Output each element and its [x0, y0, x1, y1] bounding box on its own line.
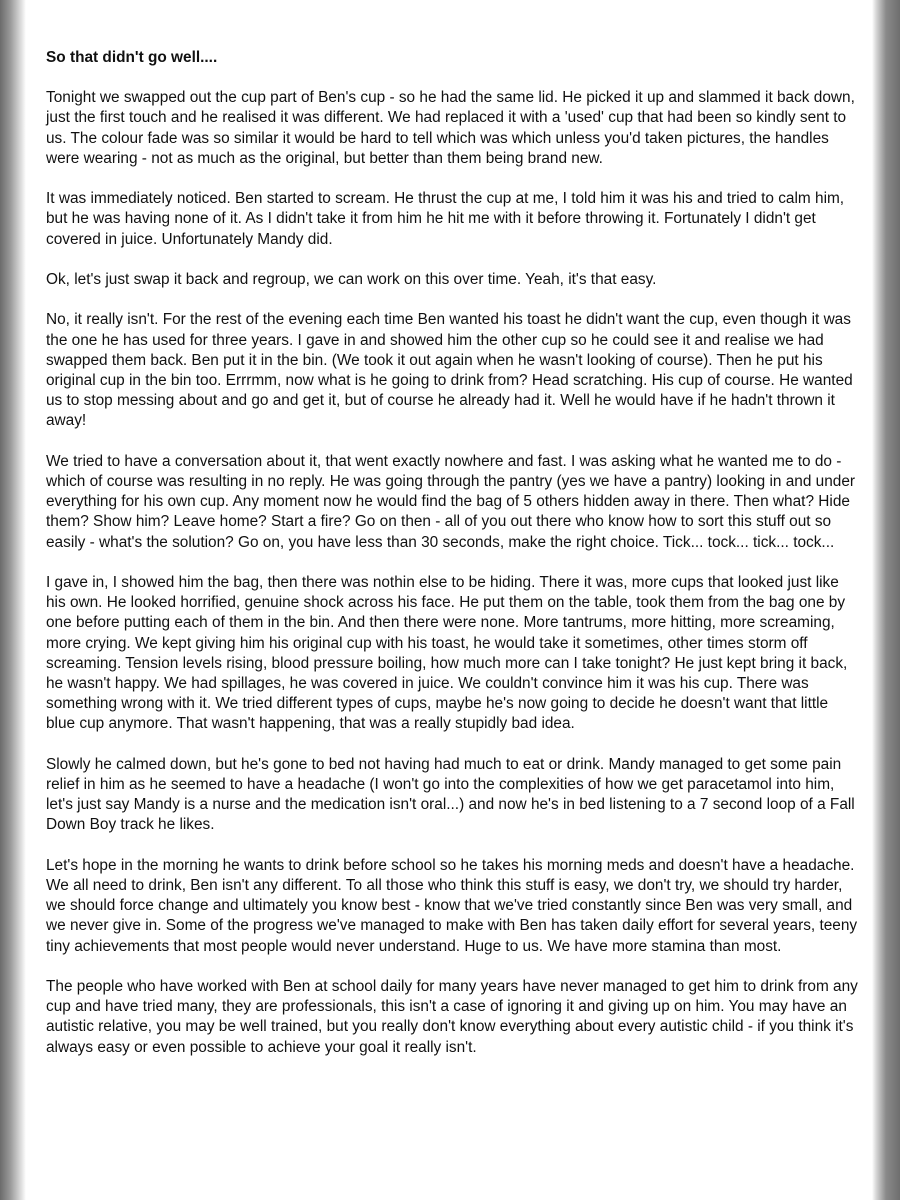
paragraph-5: We tried to have a conversation about it, that went exactly nowhere and fast. I was asking what he wanted me to do - which of course was resulting in no reply. He was going through the pantry (yes we have a pantry) looking in and under everything for his own cup. Any moment now he would find the bag of 5 others hidden away in there. Then what? Hide them? Show him? Leave home? Start a fire? Go on then - all of you out there who know how to sort this stuff out so easily - what's the solution? Go on, you have less than 30 seconds, make the right choice. Tick... tock... tick... tock...	[46, 452, 856, 551]
left-page-edge	[0, 0, 26, 1200]
paragraph-4: No, it really isn't. For the rest of the evening each time Ben wanted his toast he didn't want the cup, even though it was the one he has used for three years. I gave in and showed him the other cup so he could see it and realise we had swapped them back. Ben put it in the bin. (We took it out again when he wasn't looking of course). Then he put his original cup in the bin too. Errrmm, now what is he going to drink from? Head scratching. His cup of course. He wanted us to stop messing about and go and get it, but of course he already had it. Well he would have if he hadn't thrown it away!	[46, 311, 853, 430]
document-title: So that didn't go well....	[46, 49, 218, 66]
right-page-edge	[872, 0, 900, 1200]
paragraph-7: Slowly he calmed down, but he's gone to bed not having had much to eat or drink. Mandy managed to get some pain relief in him as he seemed to have a headache (I won't go into the complexities of how we get paracetamol into him, let's just say Mandy is a nurse and the medication isn't oral...) and now he's in bed listening to a 7 second loop of a Fall Down Boy track he likes.	[46, 755, 855, 834]
document-body	[46, 48, 858, 1078]
paragraph-6: I gave in, I showed him the bag, then there was nothin else to be hiding. There it was, more cups that looked just like his own. He looked horrified, genuine shock across his face. He put them on the table, took them from the bag one by one before putting each of them in the bin. And then there were none. More tantrums, more hitting, more screaming, more crying. We kept giving him his original cup with his toast, he would take it sometimes, other times storm off screaming. Tension levels rising, blood pressure boiling, how much more can I take tonight? He just kept bring it back, he wasn't happy. We had spillages, he was covered in juice. We couldn't convince him it was his cup. There was something wrong with it. We tried different types of cups, maybe he's now going to decide he doesn't want that little blue cup anymore. That wasn't happening, that was a really stupidly bad idea.	[46, 574, 848, 733]
paragraph-9: The people who have worked with Ben at school daily for many years have never managed to get him to drink from any cup and have tried many, they are professionals, this isn't a case of ignoring it and giving up on him. You may have an autistic relative, you may be well trained, but you really don't know everything about every autistic child - if you think it's always easy or even possible to achieve your goal it really isn't.	[46, 978, 858, 1056]
paragraph-3: Ok, let's just swap it back and regroup, we can work on this over time. Yeah, it's that easy.	[46, 271, 657, 288]
paragraph-8: Let's hope in the morning he wants to drink before school so he takes his morning meds and doesn't have a headache. We all need to drink, Ben isn't any different. To all those who think this stuff is easy, we don't try, we should try harder, we should force change and ultimately you know best - know that we've tried constantly since Ben was very small, and we never give in. Some of the progress we've managed to make with Ben has taken daily effort for several years, teeny tiny achievements that most people would never understand. Huge to us. We have more stamina than most.	[46, 856, 858, 955]
paragraph-2: It was immediately noticed. Ben started to scream. He thrust the cup at me, I told him it was his and tried to calm him, but he was having none of it. As I didn't take it from him he hit me with it before throwing it. Fortunately I didn't get covered in juice. Unfortunately Mandy did.	[46, 190, 845, 248]
paragraph-1: Tonight we swapped out the cup part of Ben's cup - so he had the same lid. He picked it up and slammed it back down, just the first touch and he realised it was different. We had replaced it with a 'used' cup that had been so kindly sent to us. The colour fade was so similar it would be hard to tell which was which unless you'd taken pictures, the handles were wearing - not as much as the original, but better than them being brand new.	[46, 89, 855, 167]
